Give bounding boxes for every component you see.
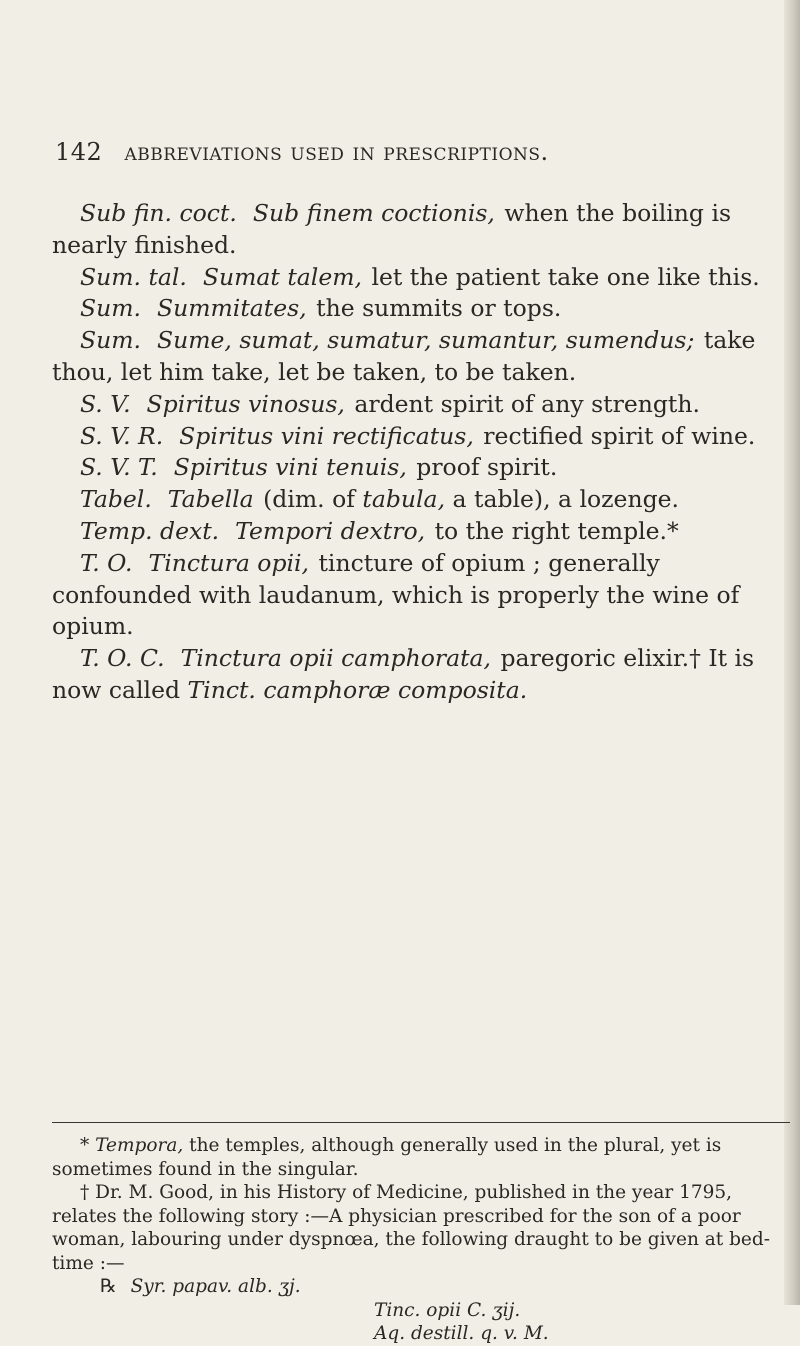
entry-t-o-c: T. O. C. Tinctura opii camphorata, paregoric elixir.† It is now called Tinct. camphoræ composita. (52, 644, 755, 704)
footnote-tempora: * Tempora, the temples, although generally used in the plural, yet is sometimes found in the singular. (52, 1135, 722, 1180)
running-head (55, 138, 785, 166)
footnotes (52, 1134, 787, 1346)
prescription-line: Tinc. opii C. ʒij. (374, 1299, 521, 1321)
running-head-title: abbreviations used in prescriptions. (124, 138, 549, 166)
entry-t-o: T. O. Tinctura opii, tincture of opium ; generally confounded with laudanum, which is properly the wine of opium. (52, 548, 740, 641)
entry-sub-fin-coct: Sub fin. coct. Sub finem coctionis, when the boiling is nearly finished. (52, 199, 732, 259)
entry-s-v-t: S. V. T. Spiritus vini tenuis, proof spirit. (80, 453, 558, 482)
footnote-good: † Dr. M. Good, in his History of Medicine, published in the year 1795, relates the following story :—A physician prescribed for the son of a poor woman, labouring under dyspnœa, the following draught to be given at bed-time :— (52, 1182, 770, 1274)
footnote-rule (52, 1122, 790, 1123)
entry-s-v-r: S. V. R. Spiritus vini rectificatus, rectified spirit of wine. (80, 421, 756, 450)
page-number: 142 (55, 138, 103, 166)
abbreviation-entries (52, 198, 787, 707)
prescription-line: ℞ Syr. papav. alb. ʒj. (100, 1276, 301, 1297)
entry-sum-sume: Sum. Sume, sumat, sumatur, sumantur, sumendus; take thou, let him take, let be taken, to be taken. (52, 326, 756, 386)
entry-s-v: S. V. Spiritus vinosus, ardent spirit of any strength. (80, 389, 700, 418)
entry-tabel: Tabel. Tabella (dim. of tabula, a table), a lozenge. (80, 485, 680, 514)
entry-sum-tal: Sum. tal. Sumat talem, let the patient take one like this. (80, 262, 760, 291)
entry-temp-dext: Temp. dext. Tempori dextro, to the right temple.* (80, 516, 679, 545)
recipe-symbol: ℞ (100, 1276, 117, 1297)
prescription-line: Aq. destill. q. v. M. (374, 1323, 549, 1344)
entry-sum-summitates: Sum. Summitates, the summits or tops. (80, 294, 562, 323)
book-page (52, 0, 787, 1344)
